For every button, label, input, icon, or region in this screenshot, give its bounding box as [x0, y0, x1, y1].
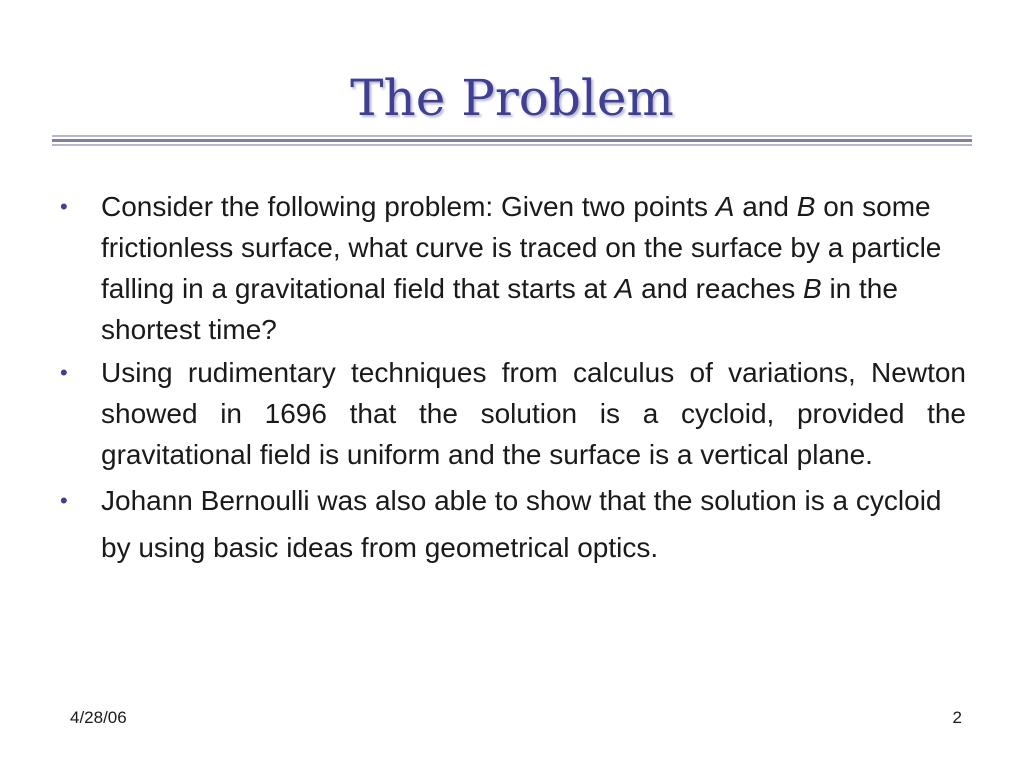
- point-a-label: A: [614, 273, 634, 304]
- text-segment: and reaches: [633, 273, 803, 304]
- bullet-marker: •: [60, 360, 68, 385]
- bullet-marker: •: [60, 194, 68, 219]
- bullet-list: [60, 186, 966, 573]
- slide-title: The Problem: [350, 69, 674, 127]
- title-divider-top: [52, 135, 972, 137]
- bullet-item-newton: [60, 352, 966, 475]
- bullet-item-bernoulli: [60, 477, 966, 571]
- text-segment: on some frictionless surface, what curve is traced on the surface by a particle falling in a gravitational field that starts at: [101, 191, 942, 304]
- point-b-label: B: [796, 191, 816, 222]
- bullet-text-problem: [101, 191, 941, 345]
- text-segment: and: [734, 191, 797, 222]
- title-divider-middle: [52, 139, 972, 142]
- bullet-marker: •: [60, 488, 68, 513]
- text-segment: Consider the following problem: Given two points: [101, 191, 716, 222]
- bullet-text-bernoulli: Johann Bernoulli was also able to show that the solution is a cycloid by using basic ideas from geometrical optics.: [101, 485, 942, 563]
- bullet-text-newton: Using rudimentary techniques from calculus of variations, Newton showed in 1696 that the solution is a cycloid, provided the gravitational field is uniform and the surface is a vertical plane.: [101, 357, 966, 470]
- point-b-label: B: [802, 273, 822, 304]
- text-segment: in the shortest time?: [101, 273, 898, 345]
- title-divider-bottom: [52, 144, 972, 146]
- footer-date: 4/28/06: [70, 708, 127, 727]
- point-a-label: A: [715, 191, 735, 222]
- bullet-item-problem: [60, 186, 966, 350]
- footer-page-number: 2: [952, 708, 962, 727]
